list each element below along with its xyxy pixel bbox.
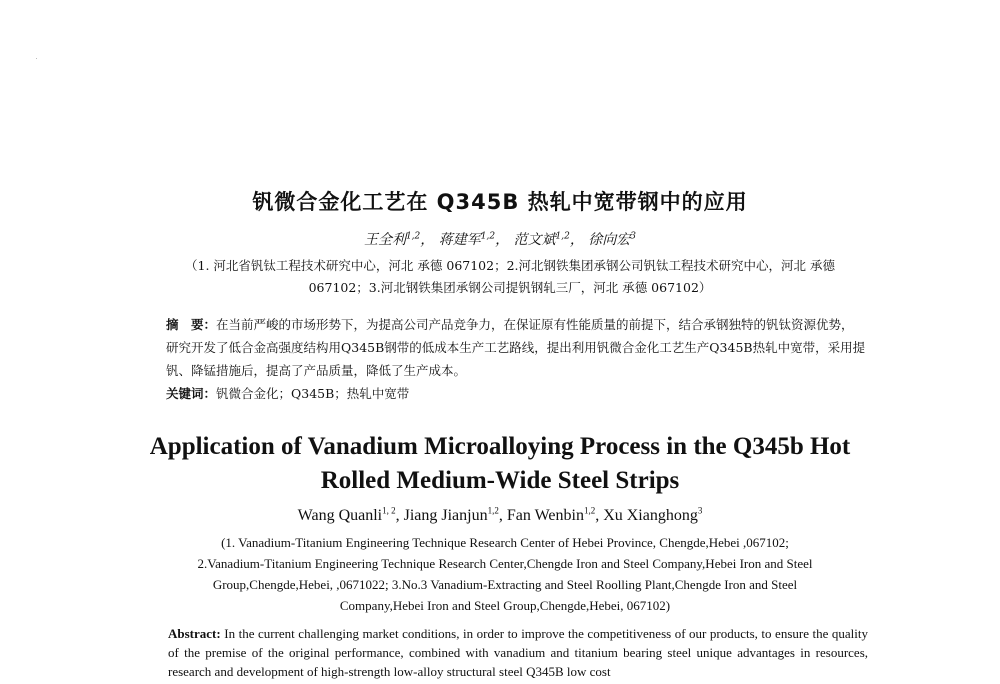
english-affiliations (165, 532, 845, 616)
scan-speck (36, 58, 37, 59)
author-wang-en: Wang Quanli$^{1, 2}$, (297, 505, 404, 524)
chinese-keywords (166, 383, 866, 405)
author-fan-en: Fan Wenbin$^{1,2}$, (506, 505, 604, 524)
english-affiliation-line: Company,Hebei Iron and Steel Group,Chengde,Hebei, 067102) (339, 598, 671, 613)
english-affiliation-line: Group,Chengde,Hebei, ,0671022; 3.No.3 Vanadium-Extracting and Steel Roolling Plant,Chengde Iron and Steel (212, 577, 798, 592)
chinese-authors (0, 229, 1000, 249)
author-xu-en: Xu Xianghong$^3$ (603, 505, 703, 524)
chinese-title: 钒微合金化工艺在 Q345B 热轧中宽带钢中的应用 (252, 190, 748, 214)
english-abstract-label: Abstract: (168, 626, 221, 641)
chinese-keywords-text: 钒微合金化；Q345B；热轧中宽带 (216, 386, 410, 401)
english-title (100, 430, 900, 498)
chinese-affiliations (130, 255, 890, 299)
english-affiliation-line: 2.Vanadium-Titanium Engineering Technique Research Center,Chengde Iron and Steel Company,Hebei Iron and Steel (197, 556, 813, 571)
english-title-line: Rolled Medium-Wide Steel Strips (320, 467, 680, 494)
english-authors (0, 507, 1000, 525)
chinese-affiliation-line: （1. 河北省钒钛工程技术研究中心，河北 承德 067102；2.河北钢铁集团承钢公司钒钛工程技术研究中心，河北 承德 (185, 258, 835, 273)
author-xu: 徐向宏$^3$ (588, 231, 637, 248)
author-jiang-en: Jiang Jianjun$^{1,2}$, (403, 505, 507, 524)
chinese-abstract-label: 摘 要： (166, 317, 217, 332)
chinese-abstract (166, 313, 866, 382)
author-wang: 王全利$^{1,2}$， (363, 231, 435, 248)
chinese-affiliation-line: 067102；3.河北钢铁集团承钢公司提钒钢轧三厂，河北 承德 067102） (308, 280, 712, 295)
chinese-abstract-text: 在当前严峻的市场形势下，为提高公司产品竞争力，在保证原有性能质量的前提下，结合承钢独特的钒钛资源优势，研究开发了低合金高强度结构用Q345B钢带的低成本生产工艺路线，提出利用钒微合金化工艺生产Q345B热轧中宽带，采用提钒、降锰措施后，提高了产品质量，降低了生产成本。 (166, 317, 866, 378)
chinese-keywords-label: 关键词： (166, 386, 217, 401)
english-affiliation-line: (1. Vanadium-Titanium Engineering Technique Research Center of Hebei Province, Chengde,Hebei ,067102; (221, 535, 789, 550)
author-fan: 范文斌$^{1,2}$， (513, 231, 584, 248)
english-abstract-text: In the current challenging market conditions, in order to improve the competitiveness of our products, to ensure the quality of the premise of the original performance, combined with vanadium and titanium bearing steel unique advantages in resources, research and development of high-strength low-alloy structural steel Q345B low cost (168, 626, 868, 679)
english-abstract (168, 624, 868, 681)
author-jiang: 蒋建军$^{1,2}$， (438, 231, 510, 248)
english-title-line: Application of Vanadium Microalloying Process in the Q345b Hot (149, 433, 851, 460)
